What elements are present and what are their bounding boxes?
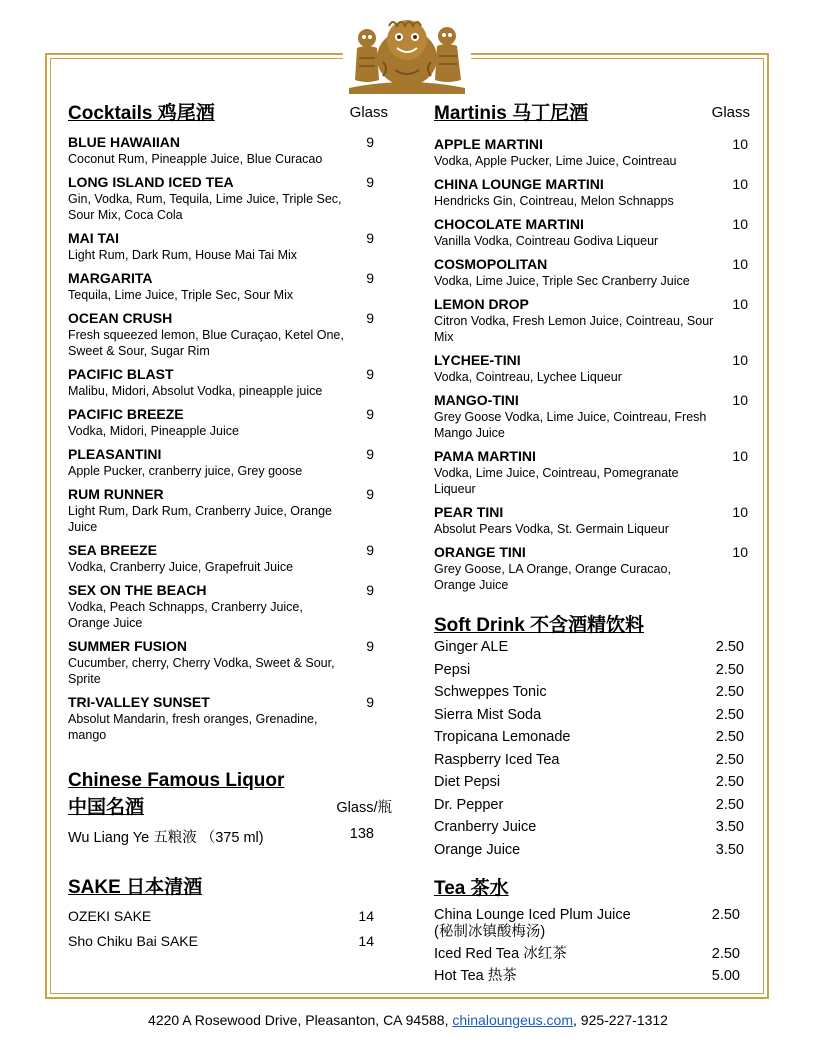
tea-header bbox=[434, 873, 750, 901]
item-description: Fresh squeezed lemon, Blue Curaçao, Ketel One, Sweet & Sour, Sugar Rim bbox=[68, 328, 344, 358]
soft-drink-price: 2.50 bbox=[715, 706, 744, 723]
cocktails-header bbox=[68, 98, 388, 126]
item-description: Vodka, Apple Pucker, Lime Juice, Cointreau bbox=[434, 154, 677, 168]
item-price: 10 bbox=[732, 544, 748, 560]
martinis-title: Martinis 马丁尼酒 bbox=[434, 103, 589, 124]
item-name: PEAR TINI bbox=[434, 504, 504, 520]
tea-row bbox=[434, 946, 750, 963]
soft-drink-name: Dr. Pepper bbox=[434, 796, 504, 813]
item-description: Apple Pucker, cranberry juice, Grey goose bbox=[68, 464, 303, 478]
item-description: Absolut Pears Vodka, St. Germain Liqueur bbox=[434, 522, 669, 536]
martini-list bbox=[434, 136, 750, 593]
item-name: LEMON DROP bbox=[434, 296, 529, 312]
item-description: Light Rum, Dark Rum, Cranberry Juice, Orange Juice bbox=[68, 504, 332, 534]
menu-item bbox=[68, 406, 388, 439]
soft-drink-row bbox=[434, 773, 750, 796]
item-description: Light Rum, Dark Rum, House Mai Tai Mix bbox=[68, 248, 298, 262]
sake-item-price: 14 bbox=[358, 933, 374, 949]
item-description: Coconut Rum, Pineapple Juice, Blue Curacao bbox=[68, 152, 323, 166]
menu-item bbox=[68, 366, 388, 399]
cocktails-glass-label: Glass bbox=[349, 104, 388, 121]
item-description: Cucumber, cherry, Cherry Vodka, Sweet & Sour, Sprite bbox=[68, 656, 335, 686]
menu-item bbox=[68, 134, 388, 167]
item-price: 10 bbox=[732, 392, 748, 408]
martinis-glass-label: Glass bbox=[711, 104, 750, 121]
soft-drink-list bbox=[434, 638, 750, 863]
item-description: Vodka, Peach Schnapps, Cranberry Juice, Orange Juice bbox=[68, 600, 303, 630]
item-price: 10 bbox=[732, 352, 748, 368]
item-name: SEA BREEZE bbox=[68, 542, 157, 558]
item-description: Vanilla Vodka, Cointreau Godiva Liqueur bbox=[434, 234, 659, 248]
soft-drink-header bbox=[434, 610, 750, 638]
soft-drink-name: Tropicana Lemonade bbox=[434, 729, 571, 745]
menu-item bbox=[434, 544, 750, 593]
item-name: ORANGE TINI bbox=[434, 544, 526, 560]
soft-drink-price: 3.50 bbox=[715, 819, 744, 835]
menu-item bbox=[68, 542, 388, 575]
sake-header bbox=[68, 872, 388, 900]
item-name: CHOCOLATE MARTINI bbox=[434, 216, 584, 232]
item-price: 9 bbox=[366, 694, 374, 710]
tea-name: Hot Tea 热茶 bbox=[434, 968, 517, 984]
menu-item bbox=[434, 296, 750, 345]
soft-drink-price: 2.50 bbox=[715, 774, 744, 790]
sake-item-price: 14 bbox=[358, 908, 374, 924]
sake-row bbox=[68, 933, 388, 958]
item-name: PACIFIC BREEZE bbox=[68, 406, 184, 422]
item-price: 9 bbox=[366, 406, 374, 422]
menu-item bbox=[434, 352, 750, 385]
item-price: 10 bbox=[732, 136, 748, 152]
sake-item-name: Sho Chiku Bai SAKE bbox=[68, 933, 198, 949]
soft-drink-price: 2.50 bbox=[715, 684, 744, 700]
item-description: Vodka, Lime Juice, Cointreau, Pomegranate Liqueur bbox=[434, 466, 679, 496]
soft-drink-name: Diet Pepsi bbox=[434, 774, 501, 790]
cocktails-title: Cocktails 鸡尾酒 bbox=[68, 103, 215, 124]
soft-drink-name: Schweppes Tonic bbox=[434, 684, 547, 700]
sake-item-name: OZEKI SAKE bbox=[68, 908, 152, 924]
soft-drink-name: Ginger ALE bbox=[434, 639, 509, 655]
menu-item bbox=[434, 176, 750, 209]
menu-item bbox=[434, 256, 750, 289]
liquor-title-line2: 中国名酒 bbox=[68, 797, 145, 818]
menu-item bbox=[68, 486, 388, 535]
item-name: CHINA LOUNGE MARTINI bbox=[434, 176, 604, 192]
tea-subtitle: (秘制冰镇酸梅汤) bbox=[434, 924, 546, 940]
soft-drink-row bbox=[434, 796, 750, 819]
liquor-title-line1: Chinese Famous Liquor bbox=[68, 770, 285, 791]
menu-item bbox=[68, 270, 388, 303]
item-description: Vodka, Cointreau, Lychee Liqueur bbox=[434, 370, 622, 384]
item-price: 10 bbox=[732, 256, 748, 272]
website-link[interactable]: chinaloungeus.com bbox=[452, 1012, 573, 1028]
liquor-glass-label: Glass/瓶 bbox=[336, 800, 392, 816]
item-name: PAMA MARTINI bbox=[434, 448, 536, 464]
item-price: 9 bbox=[366, 310, 374, 326]
item-name: LONG ISLAND ICED TEA bbox=[68, 174, 234, 190]
tea-row bbox=[434, 907, 750, 941]
tea-title: Tea 茶水 bbox=[434, 878, 509, 899]
soft-drink-row bbox=[434, 661, 750, 684]
item-price: 9 bbox=[366, 230, 374, 246]
item-description: Tequila, Lime Juice, Triple Sec, Sour Mix bbox=[68, 288, 294, 302]
item-price: 9 bbox=[366, 542, 374, 558]
item-price: 9 bbox=[366, 446, 374, 462]
item-price: 10 bbox=[732, 176, 748, 192]
item-price: 9 bbox=[366, 366, 374, 382]
item-description: Grey Goose Vodka, Lime Juice, Cointreau, Fresh Mango Juice bbox=[434, 410, 707, 440]
tea-name: Iced Red Tea 冰红茶 bbox=[434, 946, 567, 962]
item-name: RUM RUNNER bbox=[68, 486, 164, 502]
soft-drink-name: Sierra Mist Soda bbox=[434, 706, 542, 723]
tea-price: 2.50 bbox=[711, 907, 740, 923]
item-price: 9 bbox=[366, 270, 374, 286]
footer-phone: , 925-227-1312 bbox=[573, 1012, 668, 1028]
menu-item bbox=[68, 230, 388, 263]
left-column bbox=[68, 98, 392, 958]
menu-item bbox=[68, 446, 388, 479]
footer bbox=[0, 1012, 816, 1028]
menu-item bbox=[68, 582, 388, 631]
item-description: Absolut Mandarin, fresh oranges, Grenadine, mango bbox=[68, 712, 318, 742]
item-price: 9 bbox=[366, 638, 374, 654]
soft-drink-name: Cranberry Juice bbox=[434, 819, 537, 835]
item-description: Malibu, Midori, Absolut Vodka, pineapple juice bbox=[68, 384, 323, 398]
item-name: BLUE HAWAIIAN bbox=[68, 134, 180, 150]
soft-drink-price: 2.50 bbox=[715, 729, 744, 745]
liquor-header bbox=[68, 770, 392, 818]
item-price: 10 bbox=[732, 504, 748, 520]
soft-drink-price: 2.50 bbox=[715, 751, 744, 768]
soft-drink-title: Soft Drink 不含酒精饮料 bbox=[434, 615, 645, 636]
footer-address: 4220 A Rosewood Drive, Pleasanton, CA 94588, bbox=[148, 1012, 453, 1028]
menu-item bbox=[68, 638, 388, 687]
item-name: PACIFIC BLAST bbox=[68, 366, 174, 382]
soft-drink-row bbox=[434, 818, 750, 841]
liquor-item-price: 138 bbox=[349, 826, 374, 842]
foo-dog-logo-icon bbox=[343, 14, 471, 94]
cocktail-list bbox=[68, 134, 388, 743]
item-description: Vodka, Midori, Pineapple Juice bbox=[68, 424, 239, 438]
soft-drink-row bbox=[434, 841, 750, 864]
sake-title: SAKE 日本清酒 bbox=[68, 877, 203, 898]
tea-price: 2.50 bbox=[711, 946, 740, 962]
item-price: 10 bbox=[732, 296, 748, 312]
item-name: MAI TAI bbox=[68, 230, 120, 246]
item-description: Vodka, Lime Juice, Triple Sec Cranberry Juice bbox=[434, 274, 690, 288]
menu-item bbox=[434, 136, 750, 169]
item-price: 9 bbox=[366, 174, 374, 190]
item-description: Hendricks Gin, Cointreau, Melon Schnapps bbox=[434, 194, 674, 208]
item-description: Gin, Vodka, Rum, Tequila, Lime Juice, Triple Sec, Sour Mix, Coca Cola bbox=[68, 192, 342, 222]
right-column bbox=[434, 98, 750, 990]
menu-item bbox=[68, 174, 388, 223]
tea-list bbox=[434, 907, 750, 985]
item-price: 9 bbox=[366, 134, 374, 150]
tea-row bbox=[434, 968, 750, 985]
soft-drink-row bbox=[434, 751, 750, 774]
item-name: LYCHEE-TINI bbox=[434, 352, 521, 368]
soft-drink-name: Raspberry Iced Tea bbox=[434, 751, 560, 768]
menu-item bbox=[434, 448, 750, 497]
soft-drink-price: 2.50 bbox=[715, 661, 744, 678]
item-name: COSMOPOLITAN bbox=[434, 256, 548, 272]
item-price: 10 bbox=[732, 448, 748, 464]
menu-item bbox=[434, 216, 750, 249]
soft-drink-name: Pepsi bbox=[434, 661, 471, 678]
item-name: TRI-VALLEY SUNSET bbox=[68, 694, 210, 710]
item-price: 9 bbox=[366, 582, 374, 598]
soft-drink-price: 2.50 bbox=[715, 796, 744, 813]
menu-item bbox=[434, 392, 750, 441]
soft-drink-row bbox=[434, 683, 750, 706]
liquor-row bbox=[68, 826, 388, 846]
soft-drink-row bbox=[434, 638, 750, 661]
soft-drink-price: 3.50 bbox=[715, 841, 744, 858]
menu-item bbox=[68, 694, 388, 743]
item-price: 10 bbox=[732, 216, 748, 232]
menu-item bbox=[68, 310, 388, 359]
item-name: SUMMER FUSION bbox=[68, 638, 187, 654]
martinis-header bbox=[434, 98, 750, 126]
soft-drink-price: 2.50 bbox=[715, 639, 744, 655]
liquor-item-name: Wu Liang Ye 五粮液 （375 ml) bbox=[68, 830, 264, 846]
soft-drink-row bbox=[434, 728, 750, 751]
item-name: APPLE MARTINI bbox=[434, 136, 543, 152]
soft-drink-row bbox=[434, 706, 750, 729]
soft-drink-name: Orange Juice bbox=[434, 841, 521, 858]
tea-price: 5.00 bbox=[711, 968, 740, 984]
item-description: Citron Vodka, Fresh Lemon Juice, Cointreau, Sour Mix bbox=[434, 314, 714, 344]
item-price: 9 bbox=[366, 486, 374, 502]
item-description: Vodka, Cranberry Juice, Grapefruit Juice bbox=[68, 560, 294, 574]
sake-row bbox=[68, 908, 388, 933]
item-name: OCEAN CRUSH bbox=[68, 310, 173, 326]
item-description: Grey Goose, LA Orange, Orange Curacao, Orange Juice bbox=[434, 562, 671, 592]
item-name: MANGO-TINI bbox=[434, 392, 519, 408]
item-name: PLEASANTINI bbox=[68, 446, 162, 462]
tea-name: China Lounge Iced Plum Juice bbox=[434, 907, 631, 923]
item-name: SEX ON THE BEACH bbox=[68, 582, 207, 598]
menu-item bbox=[434, 504, 750, 537]
item-name: MARGARITA bbox=[68, 270, 153, 286]
